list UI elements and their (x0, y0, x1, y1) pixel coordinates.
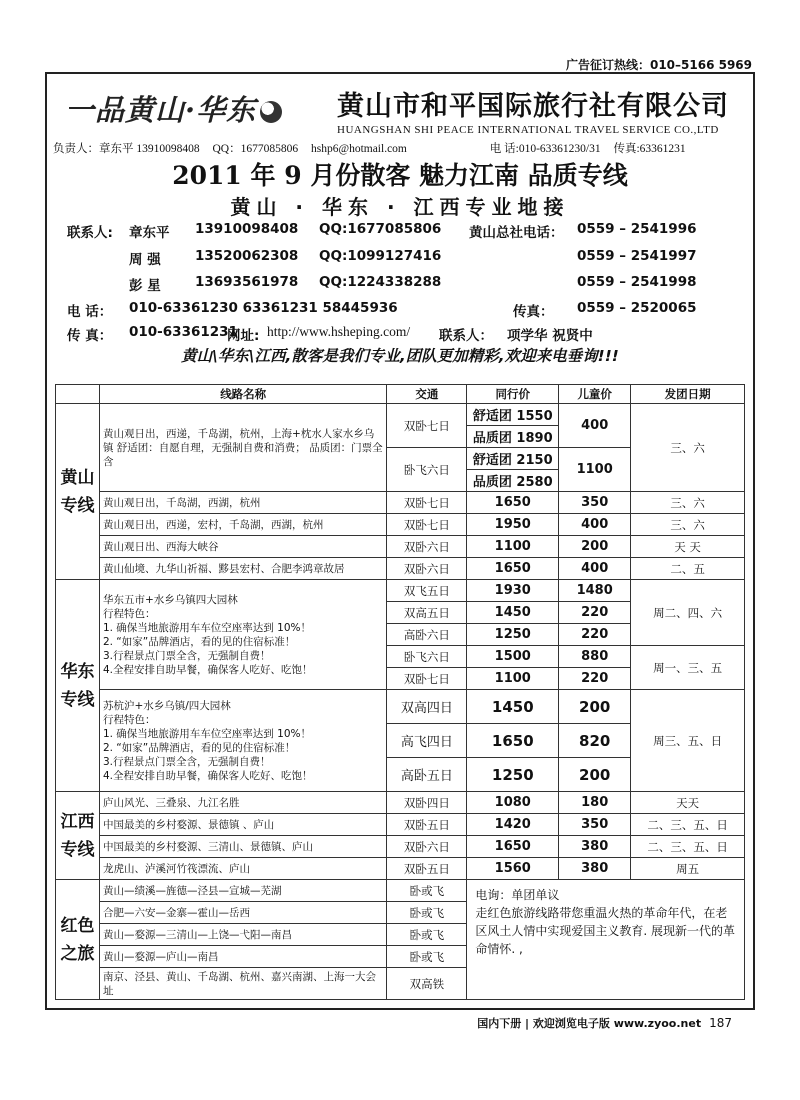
departure-date: 周三、五、日 (631, 690, 745, 792)
child-price: 880 (559, 646, 631, 668)
table-row (56, 580, 745, 602)
route-detail (99, 690, 386, 792)
header-departure: 发团日期 (631, 385, 745, 404)
transport: 双卧七日 (387, 514, 467, 536)
child-price: 220 (559, 602, 631, 624)
route-table (55, 384, 745, 1000)
peer-price: 1080 (467, 792, 559, 814)
header-peer-price: 同行价 (467, 385, 559, 404)
route-name: 黄山观日出，西递，宏村，千岛湖，西湖，杭州 (99, 514, 386, 536)
child-price: 220 (559, 624, 631, 646)
footer (477, 1015, 732, 1031)
logo-mark-icon (260, 101, 282, 123)
child-price: 180 (559, 792, 631, 814)
table-row (56, 690, 745, 724)
transport: 卧飞六日 (387, 646, 467, 668)
company-name-en: HUANGSHAN SHI PEACE INTERNATIONAL TRAVEL SERVICE CO.,LTD (337, 124, 719, 136)
route-name: 中国最美的乡村婺源、三清山、景德镇、庐山 (99, 836, 386, 858)
notes-title: 电询：单团单议 (475, 888, 560, 902)
route-name: 庐山风光、三叠泉、九江名胜 (99, 792, 386, 814)
child-price: 380 (559, 858, 631, 880)
peer-price: 1100 (467, 536, 559, 558)
qq: QQ：1677085806 (212, 143, 299, 155)
contact-name: 彭 星 (129, 278, 161, 294)
child-price: 200 (559, 690, 631, 724)
departure-date: 三、六 (631, 492, 745, 514)
departure-date: 周二、四、六 (631, 580, 745, 646)
contact-qq: QQ:1224338288 (319, 274, 442, 290)
table-row (56, 792, 745, 814)
route-name: 黄山观日出、西海大峡谷 (99, 536, 386, 558)
peer-price: 1100 (467, 668, 559, 690)
phone-label: 电 话： (67, 304, 113, 320)
peer-price: 1560 (467, 858, 559, 880)
contact-name: 章东平 (129, 225, 170, 241)
hq-tel: 0559 – 2541998 (577, 274, 697, 290)
route-name: 黄山观日出，千岛湖，西湖，杭州 (99, 492, 386, 514)
transport: 双卧五日 (387, 858, 467, 880)
category-red: 红色之旅 (56, 880, 100, 1000)
departure-date: 周五 (631, 858, 745, 880)
category-huangshan: 黄山专线 (56, 404, 100, 580)
route-name: 南京、泾县、黄山、千岛湖、杭州、嘉兴南湖、上海一大会址 (99, 968, 386, 1000)
contact-qq: QQ:1099127416 (319, 248, 442, 264)
child-price: 400 (559, 404, 631, 448)
transport: 双高五日 (387, 602, 467, 624)
transport: 双卧四日 (387, 792, 467, 814)
departure-date: 天 天 (631, 536, 745, 558)
peer-price: 舒适团 2150 (467, 448, 559, 470)
table-row (56, 558, 745, 580)
peer-price: 1500 (467, 646, 559, 668)
fax-label: 传 真： (67, 328, 113, 344)
route-name: 龙虎山、泸溪河竹筏漂流、庐山 (99, 858, 386, 880)
transport: 卧飞六日 (387, 448, 467, 492)
child-price: 400 (559, 558, 631, 580)
page-title: 2011 年 9 月份散客 魅力江南 品质专线 (172, 161, 628, 190)
peer-price: 1950 (467, 514, 559, 536)
contact2-value: 项学华 祝贤中 (507, 328, 593, 344)
header-child-price: 儿童价 (559, 385, 631, 404)
route-line: 1. 确保当地旅游用车车位空座率达到 10%！ (102, 621, 311, 634)
transport: 双卧七日 (387, 404, 467, 448)
notes-body: 走红色旅游线路带您重温火热的革命年代，在老区风土人情中实现爱国主义教育. 展现新一代的革命情怀. , (475, 906, 735, 956)
departure-date: 三、六 (631, 404, 745, 492)
peer-price: 1650 (467, 558, 559, 580)
child-price: 220 (559, 668, 631, 690)
email[interactable]: hshp6@hotmail.com (311, 143, 407, 155)
subtitle: 黄山 · 华东 · 江西专业地接 (230, 195, 570, 219)
child-price: 200 (559, 758, 631, 792)
contact-qq: QQ:1677085806 (319, 221, 442, 237)
ad-frame (45, 72, 755, 1010)
departure-date: 二、三、五、日 (631, 836, 745, 858)
contact-label: 联系人: (67, 225, 113, 241)
departure-date: 天天 (631, 792, 745, 814)
route-name: 黄山—绩溪—旌德—泾县—宣城—芜湖 (99, 880, 386, 902)
child-price: 350 (559, 492, 631, 514)
transport: 双卧六日 (387, 536, 467, 558)
transport: 卧或飞 (387, 946, 467, 968)
hq-label: 黄山总社电话： (469, 225, 564, 241)
route-name: 合肥—六安—金寨—霍山—岳西 (99, 902, 386, 924)
contact-phone: 13693561978 (195, 274, 299, 290)
logo-text: 一品黄山·华东 (65, 93, 257, 127)
fax-label: 传真： (513, 304, 554, 320)
route-line: 1. 确保当地旅游用车车位空座率达到 10%！ (102, 727, 311, 740)
contact-strip (53, 140, 696, 156)
header-transport: 交通 (387, 385, 467, 404)
table-row (56, 814, 745, 836)
child-price: 1100 (559, 448, 631, 492)
transport: 高飞四日 (387, 724, 467, 758)
peer-price: 1250 (467, 624, 559, 646)
peer-price: 1250 (467, 758, 559, 792)
phone-value: 010-63361230 63361231 58445936 (129, 300, 398, 316)
table-header-row (56, 385, 745, 404)
route-line: 苏杭沪+水乡乌镇/四大园林 (102, 699, 231, 712)
fax-value: 010-63361231 (129, 324, 238, 340)
company-name: 黄山市和平国际旅行社有限公司 (337, 91, 729, 122)
route-detail (99, 580, 386, 690)
ad-hotline: 广告征订热线：010–5166 5969 (565, 58, 752, 72)
peer-price: 1450 (467, 602, 559, 624)
child-price: 400 (559, 514, 631, 536)
table-row (56, 836, 745, 858)
route-name: 黄山—婺源—庐山—南昌 (99, 946, 386, 968)
table-row (56, 858, 745, 880)
contact-name: 周 强 (129, 252, 161, 268)
child-price: 200 (559, 536, 631, 558)
peer-price: 品质团 1890 (467, 426, 559, 448)
manager: 负责人：章东平 13910098408 (53, 143, 200, 155)
header-route: 线路名称 (99, 385, 386, 404)
transport: 双卧五日 (387, 814, 467, 836)
web-link[interactable]: http://www.hsheping.com/ (267, 324, 411, 339)
transport: 高卧六日 (387, 624, 467, 646)
contact-phone: 13910098408 (195, 221, 299, 237)
peer-price: 1650 (467, 836, 559, 858)
departure-date: 周一、三、五 (631, 646, 745, 690)
web-label: 网址: (227, 328, 260, 344)
route-line: 4.全程安排自助早餐，确保客人吃好、吃饱！ (102, 769, 313, 782)
transport: 卧或飞 (387, 924, 467, 946)
route-line: 华东五市+水乡乌镇四大园林 (102, 593, 238, 606)
transport: 卧或飞 (387, 880, 467, 902)
transport: 双高四日 (387, 690, 467, 724)
child-price: 350 (559, 814, 631, 836)
peer-price: 1450 (467, 690, 559, 724)
category-huadong: 华东专线 (56, 580, 100, 792)
table-row (56, 880, 745, 902)
red-notes (467, 880, 745, 1000)
contact2-label: 联系人： (439, 328, 493, 344)
departure-date: 二、三、五、日 (631, 814, 745, 836)
transport: 双卧六日 (387, 558, 467, 580)
transport: 双卧六日 (387, 836, 467, 858)
transport: 卧或飞 (387, 902, 467, 924)
route-line: 2. “如家”品牌酒店，看的见的住宿标准！ (102, 635, 296, 648)
child-price: 820 (559, 724, 631, 758)
footer-text: 国内下册 | 欢迎浏览电子版 www.zyoo.net (477, 1017, 702, 1030)
fax: 传真:63361231 (613, 143, 686, 155)
logo (65, 88, 282, 129)
route-line: 4.全程安排自助早餐，确保客人吃好、吃饱！ (102, 663, 313, 676)
transport: 双卧七日 (387, 492, 467, 514)
page-number: 187 (709, 1016, 732, 1030)
header-category (56, 385, 100, 404)
peer-price: 1420 (467, 814, 559, 836)
route-name: 黄山仙境、九华山祈福、黟县宏村、合肥李鸿章故居 (99, 558, 386, 580)
hq-tel: 0559 – 2541997 (577, 248, 697, 264)
transport: 双飞五日 (387, 580, 467, 602)
peer-price: 1650 (467, 724, 559, 758)
route-line: 3.行程景点门票全含，无强制自费！ (102, 755, 271, 768)
route-name: 黄山观日出，西递，千岛湖，杭州，上海+枕水人家水乡乌镇 舒适团：自愿自理，无强制自费和消费； 品质团：门票全含 (99, 404, 386, 492)
departure-date: 二、五 (631, 558, 745, 580)
child-price: 1480 (559, 580, 631, 602)
hq-tel: 0559 – 2541996 (577, 221, 697, 237)
peer-price: 舒适团 1550 (467, 404, 559, 426)
tel: 电 话:010-63361230/31 (489, 143, 601, 155)
fax-value: 0559 – 2520065 (577, 300, 697, 316)
transport: 双高铁 (387, 968, 467, 1000)
transport: 双卧七日 (387, 668, 467, 690)
child-price: 380 (559, 836, 631, 858)
route-line: 2. “如家”品牌酒店，看的见的住宿标准！ (102, 741, 296, 754)
table-row (56, 536, 745, 558)
slogan: 黄山\华东\江西,散客是我们专业,团队更加精彩,欢迎来电垂询!!! (181, 347, 619, 365)
table-row (56, 492, 745, 514)
peer-price: 1930 (467, 580, 559, 602)
departure-date: 三、六 (631, 514, 745, 536)
route-line: 3.行程景点门票全含，无强制自费！ (102, 649, 271, 662)
transport: 高卧五日 (387, 758, 467, 792)
route-name: 中国最美的乡村婺源、景德镇 、庐山 (99, 814, 386, 836)
contact-phone: 13520062308 (195, 248, 299, 264)
route-line: 行程特色： (102, 607, 156, 620)
table-row (56, 404, 745, 426)
peer-price: 品质团 2580 (467, 470, 559, 492)
table-row (56, 514, 745, 536)
route-name: 黄山—婺源—三清山—上饶—弋阳—南昌 (99, 924, 386, 946)
route-line: 行程特色： (102, 713, 156, 726)
category-jiangxi: 江西专线 (56, 792, 100, 880)
peer-price: 1650 (467, 492, 559, 514)
